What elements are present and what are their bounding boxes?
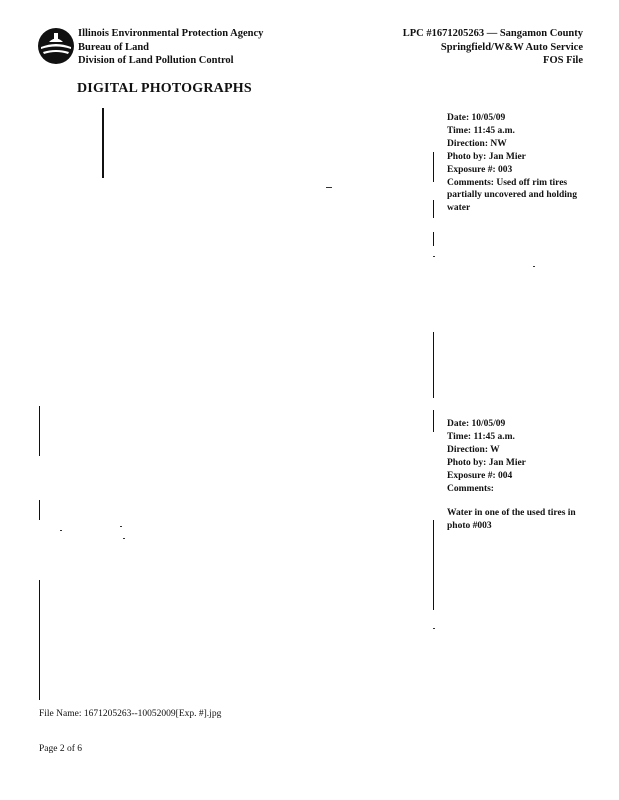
photo-1-direction: Direction: NW: [447, 138, 507, 149]
photo-2-info: [447, 418, 587, 533]
site-name: Springfield/W&W Auto Service: [440, 41, 583, 53]
photo-2-comments: Comments:: [447, 483, 494, 494]
photo-2-date: Date: 10/05/09: [447, 419, 506, 429]
scan-speck: [433, 256, 435, 257]
scan-speck: [326, 187, 332, 188]
scan-speck: [533, 266, 535, 267]
scan-artifact-line: [102, 108, 104, 178]
agency-header: [78, 27, 263, 68]
scan-artifact-line: [39, 406, 40, 456]
photo-2-direction: Direction: W: [447, 444, 500, 455]
scan-artifact-line: [39, 500, 40, 520]
case-header: [403, 27, 583, 68]
page-number: Page 2 of 6: [39, 744, 83, 754]
photo-1-photographer: Photo by: Jan Mier: [447, 151, 526, 162]
scan-artifact-line: [433, 332, 434, 398]
scan-artifact-line: [433, 200, 434, 218]
scan-speck: [120, 526, 122, 527]
photo-1-time: Time: 11:45 a.m.: [447, 125, 515, 136]
scan-artifact-line: [433, 520, 434, 610]
photo-1-date: Date: 10/05/09: [447, 113, 506, 123]
bureau-name: Bureau of Land: [78, 41, 149, 53]
photo-2-photographer: Photo by: Jan Mier: [447, 457, 526, 468]
photo-1-info: [447, 112, 587, 215]
illinois-epa-logo-icon: [37, 27, 75, 65]
scan-speck: [433, 628, 435, 629]
division-name: Division of Land Pollution Control: [78, 55, 234, 66]
case-number: LPC #1671205263 — Sangamon County: [402, 28, 583, 39]
file-name: File Name: 1671205263--10052009[Exp. #].jpg: [39, 709, 222, 719]
photo-1-comments: Comments: Used off rim tires partially uncovered and holding water: [447, 177, 577, 214]
scan-artifact-line: [433, 410, 434, 432]
photo-2-time: Time: 11:45 a.m.: [447, 431, 515, 442]
scan-speck: [60, 530, 62, 531]
page-title: DIGITAL PHOTOGRAPHS: [77, 81, 252, 96]
file-type: FOS File: [543, 55, 583, 66]
scan-speck: [123, 538, 125, 539]
photo-2-note: Water in one of the used tires in photo #003: [447, 508, 576, 532]
scan-artifact-line: [433, 232, 434, 246]
photo-1-exposure: Exposure #: 003: [447, 164, 513, 175]
scan-artifact-line: [39, 580, 40, 700]
agency-name: Illinois Environmental Protection Agency: [78, 28, 264, 39]
scan-artifact-line: [433, 152, 434, 182]
photo-2-exposure: Exposure #: 004: [447, 470, 513, 481]
